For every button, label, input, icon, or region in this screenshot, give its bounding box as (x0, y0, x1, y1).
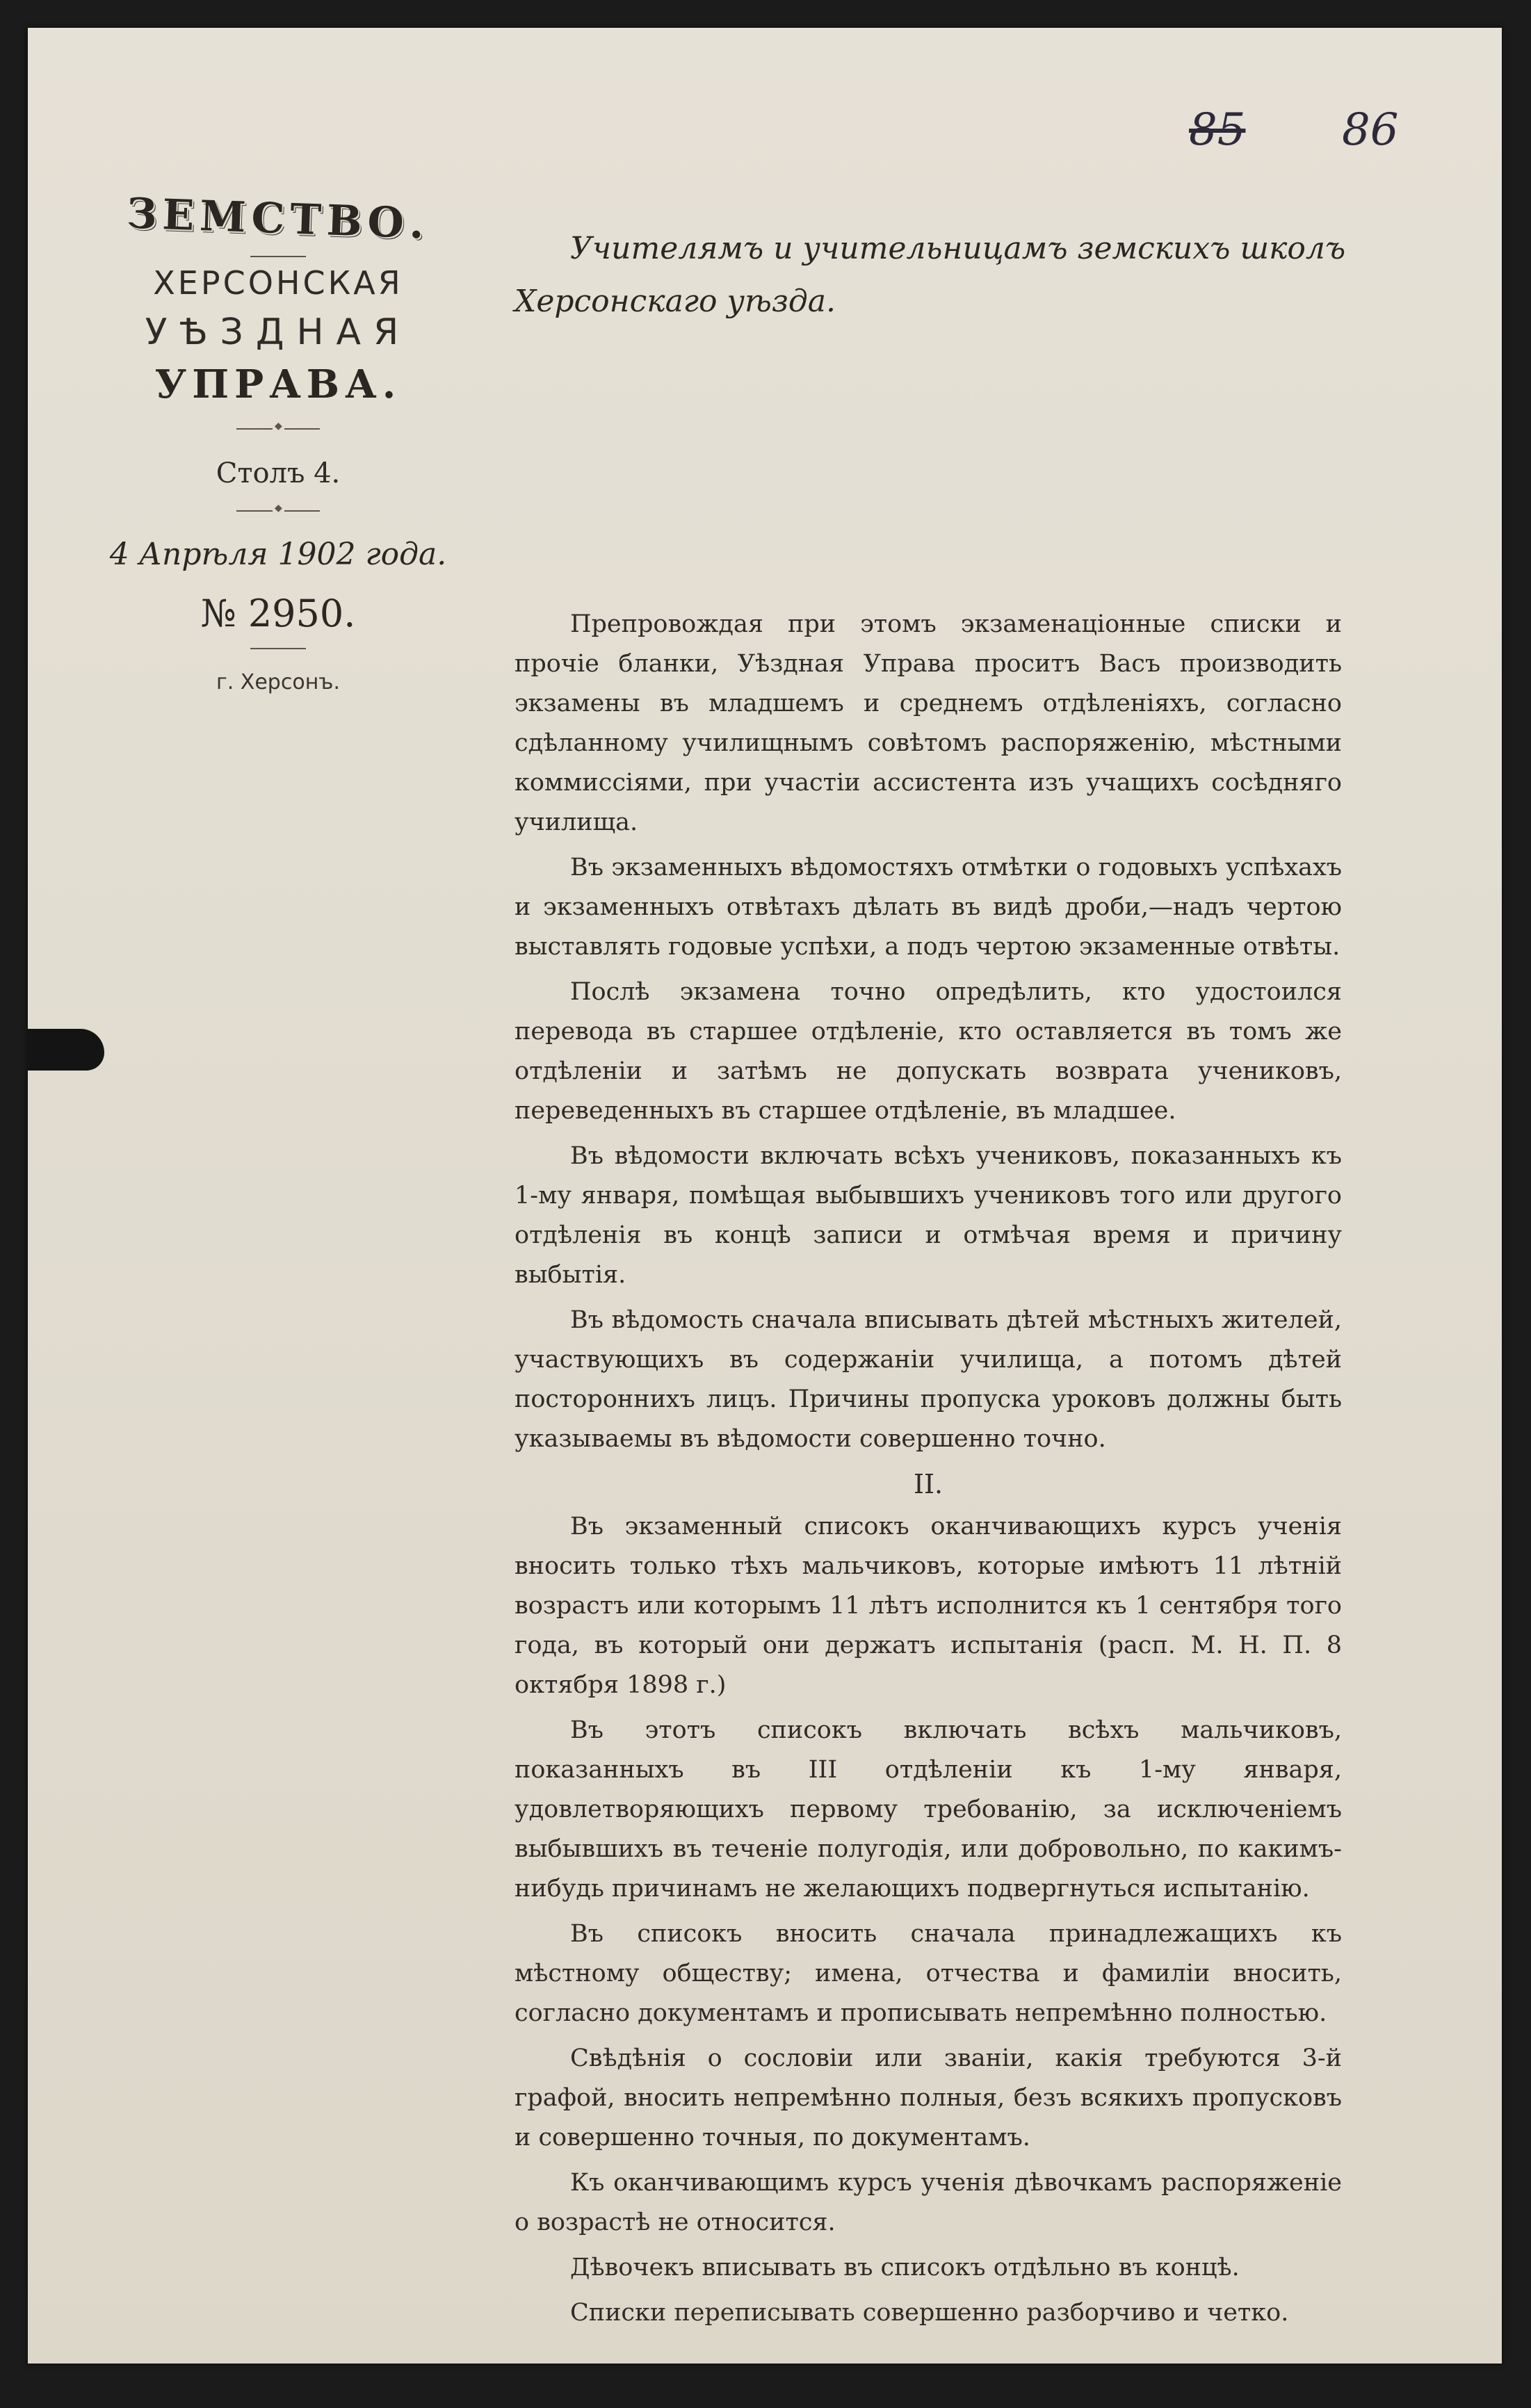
letterhead-region: ХЕРСОНСКАЯ (153, 264, 403, 302)
paragraph: Послѣ экзамена точно опредѣлить, кто удостоился перевода въ старшее отдѣленіе, кто оставляется въ томъ же отдѣленіи и затѣмъ не допускать возврата учениковъ, переведенныхъ въ старшее отдѣленіе, въ младшее. (515, 978, 1342, 1125)
letterhead-uprava: УПРАВА. (154, 361, 402, 407)
paragraph: Въ экзаменный списокъ оканчивающихъ курсъ ученія вносить только тѣхъ мальчиковъ, которые имѣютъ 11 лѣтній возрастъ или которымъ 11 лѣтъ исполнится къ 1 сентября того года, въ который они держатъ испытанія (расп. М. Н. П. 8 октября 1898 г.) (515, 1513, 1342, 1699)
page-tear (28, 1029, 104, 1071)
paragraph: Свѣдѣнія о сословіи или званіи, какія требуются 3-й графой, вносить непремѣнно полныя, безъ всякихъ пропусковъ и совершенно точныя, по документамъ. (515, 2044, 1342, 2151)
addressee-line-2: Херсонскаго уѣзда. (515, 284, 836, 319)
paragraph: Въ экзаменныхъ вѣдомостяхъ отмѣтки о годовыхъ успѣхахъ и экзаменныхъ отвѣтахъ дѣлать въ видѣ дроби,—надъ чертою выставлять годовые успѣхи, а подъ чертою экзаменные отвѣты. (515, 854, 1342, 961)
paragraph: Въ вѣдомость сначала вписывать дѣтей мѣстныхъ жителей, участвующихъ въ содержаніи училища, а потомъ дѣтей постороннихъ лицъ. Причины пропуска уроковъ должны быть указываемы въ вѣдомости совершенно точно. (515, 1306, 1342, 1453)
document-number: № 2950. (200, 592, 356, 635)
ornament-divider (236, 428, 320, 430)
paragraph: Списки переписывать совершенно разборчиво и четко. (570, 2299, 1289, 2327)
addressee (515, 222, 1391, 328)
paragraph: Препровождая при этомъ экзаменаціонные списки и прочіе бланки, Уѣздная Управа проситъ Васъ производить экзамены въ младшемъ и среднемъ отдѣленіяхъ, согласно сдѣланному училищнымъ совѣтомъ распоряженію, мѣстными коммиссіями, при участіи ассистента изъ учащихъ сосѣдняго училища. (515, 610, 1342, 836)
paragraph: Въ этотъ списокъ включать всѣхъ мальчиковъ, показанныхъ въ III отдѣленіи къ 1-му января, удовлетворяющихъ первому требованію, за исключеніемъ выбывшихъ въ теченіе полугодія, или добровольно, по какимъ-нибудь причинамъ не желающихъ подвергнуться испытанію. (515, 1716, 1342, 1903)
addressee-line-1: Учителямъ и учительницамъ земскихъ школъ (570, 231, 1346, 266)
paragraph: Въ вѣдомости включать всѣхъ учениковъ, показанныхъ къ 1-му января, помѣщая выбывшихъ учениковъ того или другого отдѣленія въ концѣ записи и отмѣчая время и причину выбытія. (515, 1142, 1342, 1289)
letterhead-uezd: УѢЗДНАЯ (145, 311, 412, 353)
ornament-divider (236, 510, 320, 512)
department-table: Столъ 4. (216, 457, 341, 489)
section-heading: II. (913, 1469, 943, 1499)
archive-page-number: 86 (1342, 104, 1399, 156)
archive-page-number-crossed: 85 (1189, 104, 1246, 156)
paragraph: Въ списокъ вносить сначала принадлежащихъ къ мѣстному обществу; имена, отчества и фамиліи вносить, согласно документамъ и прописывать непремѣнно полностью. (515, 1920, 1342, 2027)
number-rule (250, 648, 306, 649)
document-body (515, 605, 1342, 2338)
letterhead-rule (250, 256, 306, 257)
paragraph: Къ оканчивающимъ курсъ ученія дѣвочкамъ распоряженіе о возрастѣ не относится. (515, 2169, 1342, 2236)
letterhead-zemstvo: ЗЕМСТВО. (126, 189, 430, 249)
paragraph: Дѣвочекъ вписывать въ списокъ отдѣльно въ концѣ. (570, 2254, 1240, 2281)
document-date: 4 Апрѣля 1902 года. (109, 537, 447, 572)
document-city: г. Херсонъ. (216, 670, 341, 694)
letterhead (97, 189, 459, 694)
